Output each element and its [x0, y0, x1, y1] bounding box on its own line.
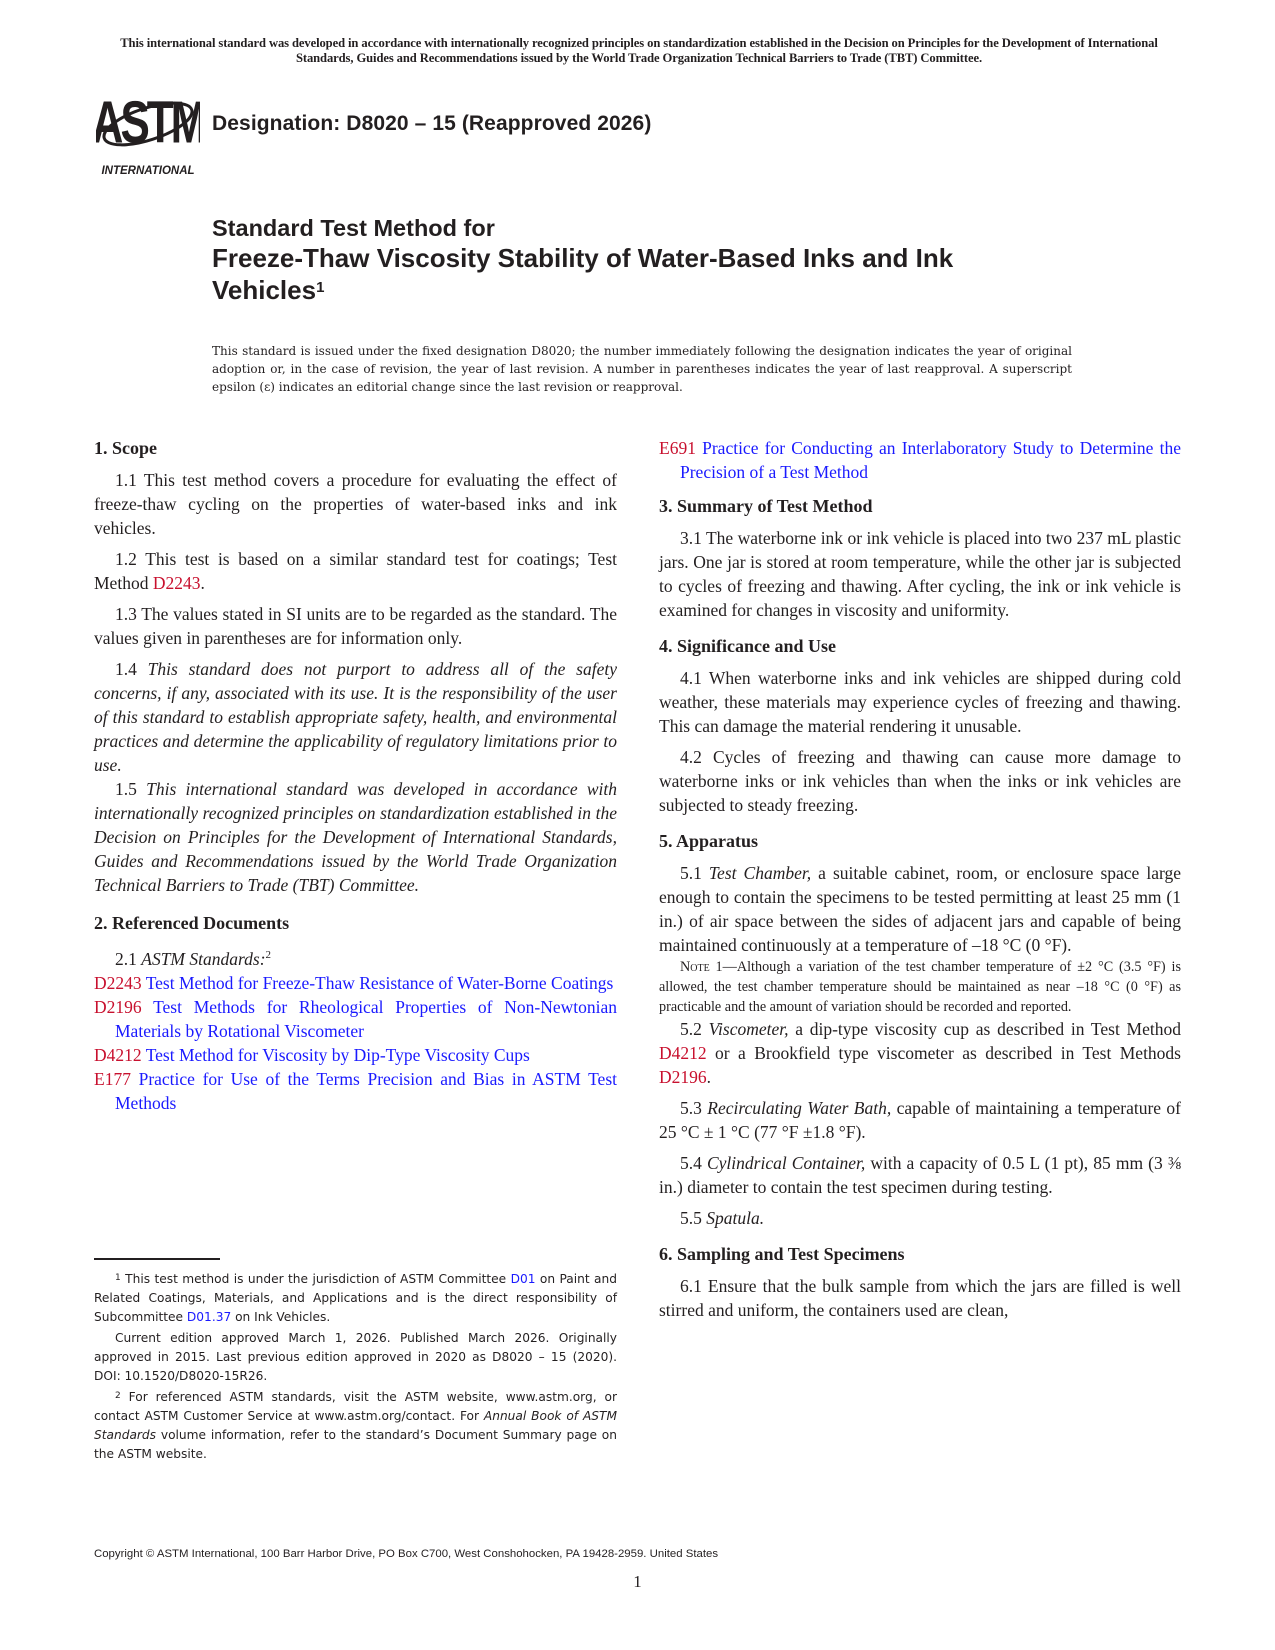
link-d4212[interactable]: D4212: [659, 1043, 707, 1063]
paragraph-number: 5.3: [680, 1098, 708, 1118]
ref-code[interactable]: D2196: [94, 996, 142, 1017]
paragraph-number: 5.2: [680, 1019, 709, 1039]
page-number: 1: [633, 1572, 642, 1591]
ref-e177[interactable]: [94, 1067, 617, 1115]
paragraph-number: 2.1: [115, 948, 142, 969]
note-1: [659, 957, 1181, 1017]
paragraph-2-1: [94, 943, 617, 971]
paragraph-term: Cylindrical Container,: [706, 1153, 866, 1173]
footnote-text: on Paint and Related Coatings, Materials, and Applications and is the direct responsibility of Subcommittee: [94, 1272, 617, 1324]
footnote-text: This test method is under the jurisdiction of ASTM Committee: [120, 1272, 511, 1286]
section-heading-referenced-documents: 2. Referenced Documents: [94, 913, 290, 933]
link-d2196[interactable]: D2196: [659, 1067, 707, 1087]
paragraph-3-1: 3.1 The waterborne ink or ink vehicle is placed into two 237 mL plastic jars. One jar is stored at room temperature, while the other jar is subjected to cycles of freezing and thawing. After cycling, the ink or ink vehicle is examined for changes in viscosity and uniformity.: [659, 528, 1181, 620]
paragraph-1-5: [94, 777, 617, 897]
footnote-1: [94, 1270, 617, 1327]
astm-logo-icon: [96, 86, 200, 178]
footnote-text: For referenced ASTM standards, visit the ASTM website, www.astm.org, or contact ASTM Customer Service at www.astm.org/contact. For: [94, 1390, 617, 1423]
paragraph-text: or a Brookfield type viscometer as described in Test Methods: [706, 1043, 1181, 1063]
paragraph-5-5: [659, 1206, 1181, 1230]
paragraph-text: a suitable cabinet, room, or enclosure space large enough to contain the specimens to be tested permitting at least 25 mm (1 in.) of air space between the sides of adjacent jars and capable of being maintained continuously at a temperature of –18 °C (0 °F).: [659, 863, 1181, 955]
left-column: [94, 436, 617, 1115]
paragraph-text: ASTM Standards:: [141, 948, 266, 969]
title-prefix: Standard Test Method for: [212, 215, 495, 241]
title-block: [212, 214, 1072, 306]
ref-code[interactable]: D2243: [94, 972, 142, 993]
paragraph-text: This standard does not purport to address all of the safety concerns, if any, associated with its use. It is the responsibility of the user of this standard to establish appropriate safety, health, and environmental practices and determine the applicability of regulatory limitations prior to use.: [94, 659, 617, 775]
ref-d4212[interactable]: [94, 1043, 617, 1067]
footnote-text: on Ink Vehicles.: [231, 1310, 331, 1324]
issued-notice: This standard is issued under the fixed designation D8020; the number immediately following the designation indicates the year of original adoption or, in the case of revision, the year of last revision. A number in parentheses indicates the year of last reapproval. A superscript epsilon (ε) indicates an editorial change since the last revision or reapproval.: [212, 344, 1072, 394]
paragraph-1-2: [94, 547, 617, 595]
paragraph-4-1: 4.1 When waterborne inks and ink vehicles are shipped during cold weather, these materials may experience cycles of freezing and thawing. This can damage the material rendering it unusable.: [659, 668, 1181, 736]
ref-e691[interactable]: [659, 436, 1181, 484]
paragraph-4-2: 4.2 Cycles of freezing and thawing can cause more damage to waterborne inks or ink vehicles than when the inks or ink vehicles are subjected to steady freezing.: [659, 747, 1181, 815]
ref-title[interactable]: Practice for Conducting an Interlaboratory Study to Determine the Precision of a Test Method: [680, 438, 1181, 482]
note-text: —Although a variation of the test chamber temperature of ±2 °C (3.5 °F) is allowed, the test chamber temperature should be maintained as near –18 °C (0 °F) as practicable and the amount of variation should be recorded and reported.: [659, 959, 1181, 1015]
paragraph-5-4: [659, 1151, 1181, 1199]
ref-title[interactable]: Test Methods for Rheological Properties of Non-Newtonian Materials by Rotational Viscometer: [115, 996, 617, 1041]
tbt-notice: This international standard was developed in accordance with internationally recognized principles on standardization established in the Decision on Principles for the Development of International Standards, Guides and Recommendations issued by the World Trade Organization Technical Barriers to Trade (TBT) Committee.: [120, 36, 1158, 65]
paragraph-5-3: [659, 1096, 1181, 1144]
paragraph-text: This international standard was developed in accordance with internationally recognized principles on standardization established in the Decision on Principles for the Development of International Standards, Guides and Recommendations issued by the World Trade Organization Technical Barriers to Trade (TBT) Committee.: [94, 779, 618, 895]
title-footnote-marker: 1: [316, 279, 325, 296]
paragraph-term: Test Chamber,: [708, 863, 812, 883]
right-column: [659, 436, 1181, 1329]
section-heading-significance: 4. Significance and Use: [659, 636, 837, 656]
section-heading-apparatus: 5. Apparatus: [659, 831, 759, 851]
logo-international: INTERNATIONAL: [101, 165, 195, 177]
paragraph-term: Spatula.: [706, 1208, 765, 1228]
paragraph-number: 5.5: [680, 1208, 707, 1228]
paragraph-text: .: [706, 1067, 712, 1087]
footnote-text: Annual Book of ASTM Standards: [94, 1409, 617, 1442]
paragraph-1-1: 1.1 This test method covers a procedure for evaluating the effect of freeze-thaw cycling on the properties of water-based inks and ink vehicles.: [94, 470, 617, 538]
paragraph-term: Viscometer,: [708, 1019, 789, 1039]
ref-title[interactable]: Test Method for Freeze-Thaw Resistance of Water-Borne Coatings: [141, 972, 614, 993]
astm-logo-graphic: [96, 86, 200, 178]
paragraph-text: with a capacity of 0.5 L (1 pt), 85 mm (3 ⅜ in.) diameter to contain the test specimen during testing.: [659, 1153, 1181, 1197]
paragraph-text: capable of maintaining a temperature of 25 °C ± 1 °C (77 °F ±1.8 °F).: [659, 1098, 1181, 1142]
paragraph-number: 1.5: [115, 779, 147, 799]
paragraph-1-4: [94, 657, 617, 777]
ref-code[interactable]: E177: [94, 1068, 131, 1089]
footnote-2: [94, 1388, 617, 1464]
paragraph-5-1: [659, 861, 1181, 957]
ref-d2196[interactable]: [94, 995, 617, 1043]
logo-letters: ASTM: [96, 90, 200, 157]
footnote-divider: [94, 1258, 220, 1260]
paragraph-6-1: 6.1 Ensure that the bulk sample from which the jars are filled is well stirred and uniform, the containers used are clean,: [659, 1276, 1181, 1320]
section-heading-sampling: 6. Sampling and Test Specimens: [659, 1244, 905, 1264]
edition-note: Current edition approved March 1, 2026. Published March 2026. Originally approved in 2015. Last previous edition approved in 2020 as D8020 – 15 (2020). DOI: 10.1520/D8020-15R26.: [94, 1331, 617, 1383]
link-d01-37[interactable]: D01.37: [186, 1310, 232, 1324]
copyright-footer: Copyright © ASTM International, 100 Barr Harbor Drive, PO Box C700, West Conshohocken, PA 19428-2959. United States: [94, 1548, 719, 1560]
ref-title[interactable]: Test Method for Viscosity by Dip-Type Viscosity Cups: [141, 1044, 530, 1065]
paragraph-5-2: [659, 1017, 1181, 1089]
paragraph-number: 1.4: [115, 659, 148, 679]
paragraph-text: .: [200, 573, 205, 593]
footnote-number: 1: [115, 1273, 121, 1283]
footnotes: [94, 1270, 617, 1464]
link-d2243[interactable]: D2243: [152, 573, 201, 593]
paragraph-number: 5.4: [680, 1153, 707, 1173]
title-main: [212, 242, 1072, 306]
title-main-text: Freeze-Thaw Viscosity Stability of Water-Based Inks and Ink Vehicles: [212, 243, 954, 305]
paragraph-number: 5.1: [680, 863, 709, 883]
link-d01[interactable]: D01: [510, 1272, 536, 1286]
ref-code[interactable]: D4212: [94, 1044, 142, 1065]
section-heading-summary: 3. Summary of Test Method: [659, 496, 873, 516]
footnote-number: 2: [115, 1391, 121, 1401]
footnote-marker: 2: [265, 949, 272, 961]
footnote-text: volume information, refer to the standard’s Document Summary page on the ASTM website.: [94, 1428, 617, 1461]
ref-title[interactable]: Practice for Use of the Terms Precision and Bias in ASTM Test Methods: [115, 1068, 617, 1113]
ref-code[interactable]: E691: [659, 438, 696, 458]
paragraph-1-3: 1.3 The values stated in SI units are to be regarded as the standard. The values given in parentheses are for information only.: [94, 604, 617, 648]
section-heading-scope: 1. Scope: [94, 438, 157, 458]
note-label: Note 1: [680, 959, 723, 975]
designation: Designation: D8020 – 15 (Reapproved 2026): [212, 112, 652, 135]
paragraph-text: a dip-type viscosity cup as described in Test Method: [788, 1019, 1182, 1039]
ref-d2243[interactable]: [94, 971, 617, 995]
paragraph-text: 1.2 This test is based on a similar standard test for coatings; Test Method: [94, 549, 617, 593]
paragraph-term: Recirculating Water Bath,: [707, 1098, 892, 1118]
